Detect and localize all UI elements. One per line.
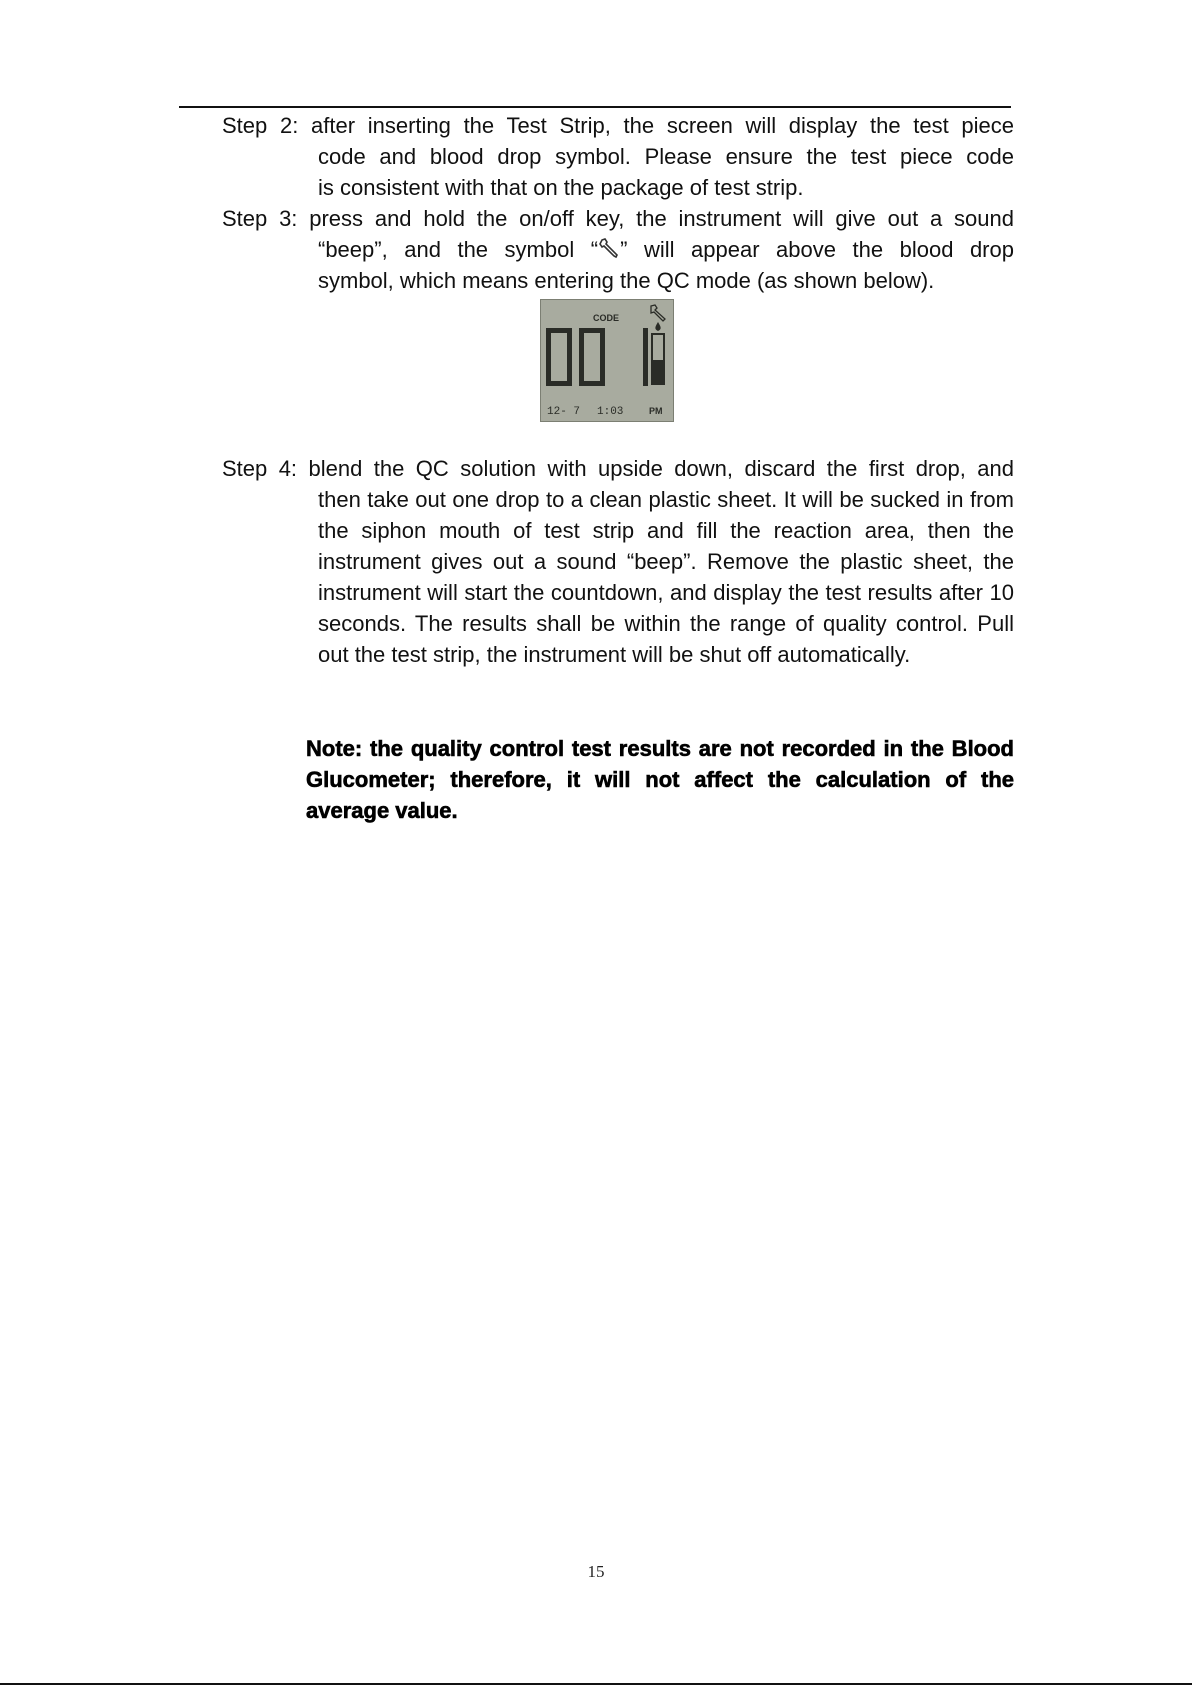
step-3-line-2-after: ” will appear above the blood drop [620,237,1014,262]
step-3-line-3: symbol, which means entering the QC mode (as shown below). [318,268,935,293]
lcd-digit-0b [579,328,605,386]
step-4-body: then take out one drop to a clean plastic sheet. It will be sucked in from the siphon mouth of test strip and fill the reaction area, then the instrument gives out a sound “beep”. Remove the plastic sheet, the instrument will start the countdown, and display the test results after 10 seconds. The results shall be within the range of quality control. Pull out the test strip, the instrument will be shut off automatically. [318,487,1014,667]
step-2-line-1: Step 2: after inserting the Test Strip, the screen will display the test piece [222,113,1014,138]
quality-control-note: Note: the quality control test results are not recorded in the Blood Glucometer; therefore, it will not affect the calculation of the average value. [306,736,1014,823]
header-rule [179,106,1011,108]
step-2 [222,110,1014,203]
lcd-code-label: CODE [593,313,620,323]
step-3-line-2-before: “beep”, and the symbol “ [318,237,599,262]
lcd-digit-0 [546,328,572,386]
lcd-date: 12- 7 [547,406,581,418]
qc-mode-lcd-display [540,299,674,422]
step-3 [222,203,1014,296]
lcd-screen [541,300,673,421]
step-3-continuation [222,234,1014,296]
step-3-line-1: Step 3: press and hold the on/off key, the instrument will give out a sound [222,206,1014,231]
step-4-line-1: Step 4: blend the QC solution with upside down, discard the first drop, and [222,456,1014,481]
page-number: 15 [587,1562,605,1581]
step-2-line-3: is consistent with that on the package of test strip. [318,175,804,200]
lcd-time: 1:03 [597,406,624,418]
lcd-digit-1 [643,328,648,386]
step-3-line-2 [318,234,1014,265]
lcd-ampm: PM [649,406,663,416]
step-2-line-2: code and blood drop symbol. Please ensure the test piece code [318,144,1014,169]
lcd-blood-drop-icon [652,322,664,384]
step-4 [222,453,1014,670]
step-2-continuation [222,141,1014,203]
wrench-icon [598,237,620,259]
lcd-wrench-icon [651,305,665,321]
